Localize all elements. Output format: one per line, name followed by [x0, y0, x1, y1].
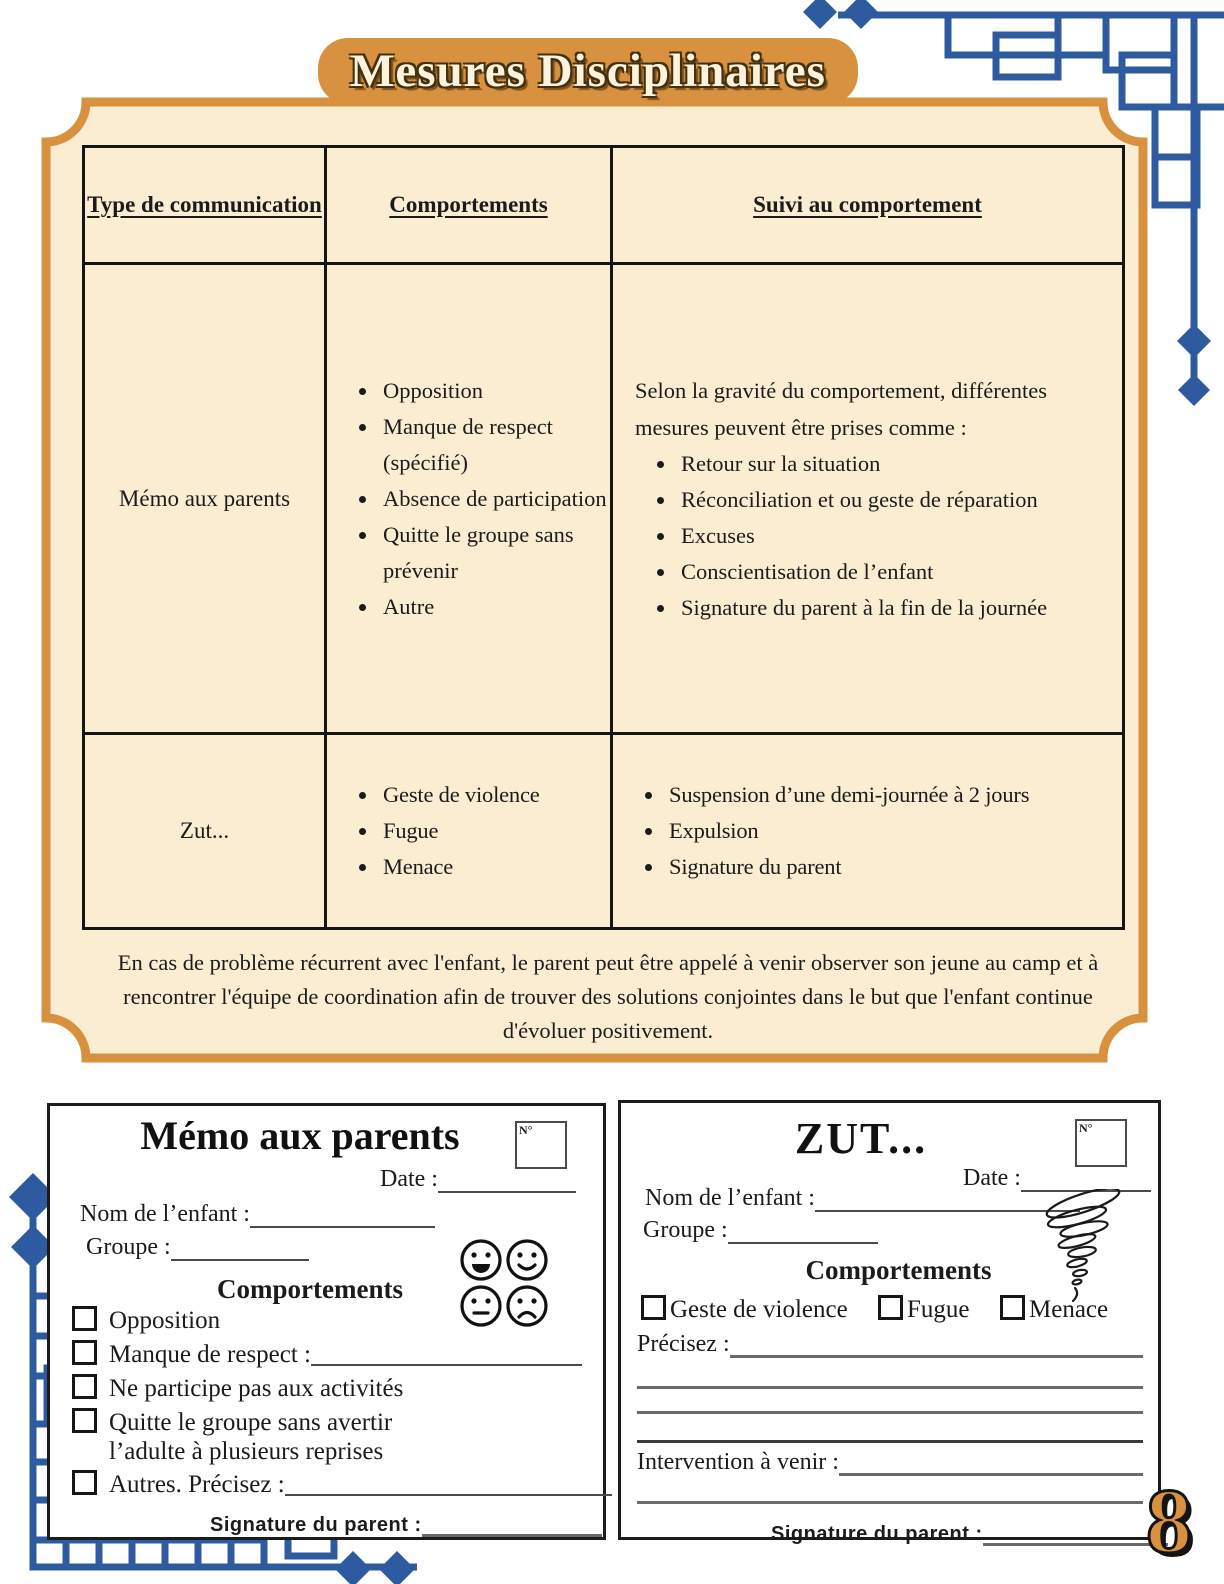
checkbox-row-menace [1000, 1295, 1108, 1324]
child-name-field-line[interactable] [250, 1202, 435, 1228]
signature-row [210, 1510, 602, 1537]
followup-item: • Expulsion [665, 813, 1122, 849]
checkbox-row-opposition [72, 1306, 220, 1335]
checkbox[interactable] [641, 1295, 666, 1320]
tornado-icon [1033, 1189, 1133, 1309]
checkbox-label: Autres. Précisez : [109, 1471, 285, 1498]
precisez-label: Précisez : [637, 1331, 730, 1357]
behavior-item: • Menace [379, 849, 610, 885]
group-field-line[interactable] [728, 1218, 878, 1244]
date-label: Date : [963, 1165, 1021, 1191]
sad-mouth [519, 1313, 535, 1318]
checkbox-row-violence [641, 1295, 848, 1324]
followup-item: • Excuses [677, 518, 1122, 554]
column-header-behaviors: Comportements [327, 148, 613, 265]
followup-item: • Signature du parent [665, 849, 1122, 885]
page-title-banner [318, 38, 858, 104]
checkbox-label: Manque de respect : [109, 1341, 312, 1368]
checkbox[interactable] [72, 1470, 97, 1495]
big-smile-mouth [472, 1264, 490, 1273]
followup-item: • Signature du parent à la fin de la journée [677, 590, 1122, 626]
checkbox-row-other [72, 1470, 612, 1499]
followup-list [613, 446, 1122, 626]
row1-type-cell: Mémo aux parents [85, 265, 327, 735]
checkbox-label: Fugue [907, 1296, 970, 1323]
checkbox-row-respect [72, 1340, 582, 1369]
intervention-row [637, 1449, 1143, 1476]
behavior-item: • Fugue [379, 813, 610, 849]
row2-followup-cell [613, 735, 1122, 927]
precisez-row [637, 1331, 1143, 1358]
number-box[interactable] [1075, 1119, 1127, 1167]
emoji-faces [455, 1234, 555, 1334]
number-label: N° [519, 1123, 533, 1137]
checkbox[interactable] [72, 1306, 97, 1331]
discipline-table [82, 145, 1125, 930]
group-row [86, 1234, 309, 1261]
checkbox[interactable] [1000, 1295, 1025, 1320]
writing-line[interactable] [637, 1411, 1143, 1414]
row1-behaviors-cell [327, 265, 613, 735]
behavior-item: • Manque de respect (spécifié) [379, 409, 610, 481]
zut-form-title: ZUT... [794, 1114, 928, 1163]
followup-intro: Selon la gravité du comportement, différentes mesures peuvent être prises comme : [635, 377, 1047, 440]
checkbox-label: Quitte le groupe sans avertir l’adulte à plusieurs reprises [109, 1409, 393, 1465]
precisez-field-line[interactable] [730, 1331, 1143, 1358]
checkbox[interactable] [72, 1408, 97, 1433]
group-label: Groupe : [86, 1234, 171, 1260]
row1-followup-cell [613, 265, 1122, 735]
checkbox[interactable] [878, 1295, 903, 1320]
other-field-line[interactable] [285, 1470, 612, 1496]
zut-form [618, 1100, 1161, 1545]
checkbox-label: Menace [1029, 1296, 1109, 1323]
number-box[interactable] [515, 1121, 567, 1169]
row2-behaviors-cell [327, 735, 613, 927]
followup-item: • Suspension d’une demi-journée à 2 jours [665, 777, 1122, 813]
child-name-row [80, 1201, 435, 1228]
behaviors-list [327, 777, 610, 885]
page-number: 8 [1146, 1470, 1192, 1572]
column-header-followup: Suivi au comportement [613, 148, 1122, 265]
date-row [380, 1166, 576, 1193]
intervention-field-line[interactable] [839, 1449, 1143, 1476]
checkbox[interactable] [72, 1340, 97, 1365]
behaviors-heading: Comportements [217, 1274, 403, 1304]
checkbox[interactable] [72, 1374, 97, 1399]
signature-field-line[interactable] [422, 1510, 602, 1537]
followup-item: • Retour sur la situation [677, 446, 1122, 482]
behavior-item: • Geste de violence [379, 777, 610, 813]
intervention-label: Intervention à venir : [637, 1449, 839, 1475]
group-label: Groupe : [643, 1217, 728, 1243]
memo-form-title: Mémo aux parents [140, 1113, 460, 1158]
child-name-label: Nom de l’enfant : [80, 1201, 250, 1227]
signature-label: Signature du parent : [210, 1514, 422, 1536]
checkbox-label: Geste de violence [670, 1296, 848, 1323]
smile-mouth [519, 1265, 535, 1269]
signature-label: Signature du parent : [771, 1523, 983, 1545]
child-name-label: Nom de l’enfant : [645, 1185, 815, 1211]
writing-line[interactable] [637, 1386, 1143, 1389]
behavior-item: • Quitte le groupe sans prévenir [379, 517, 610, 589]
signature-field-line[interactable] [983, 1519, 1168, 1546]
child-name-row [645, 1185, 1080, 1212]
respect-field-line[interactable] [311, 1340, 582, 1366]
group-row [643, 1217, 878, 1244]
checkbox-label: Ne participe pas aux activités [109, 1375, 404, 1402]
memo-form [47, 1103, 606, 1540]
signature-row [771, 1519, 1168, 1546]
recurrence-note: En cas de problème récurrent avec l'enfant, le parent peut être appelé à venir observer son jeune au camp et à rencontrer l'équipe de coordination afin de trouver des solutions conjointes dans le but que l'enfant continue d'évoluer positivement. [117, 950, 1099, 1043]
column-header-type: Type de communication [85, 148, 327, 265]
row2-type-cell: Zut... [85, 735, 327, 927]
followup-list [613, 777, 1122, 885]
behavior-item: • Absence de participation [379, 481, 610, 517]
checkbox-row-fugue [878, 1295, 970, 1324]
group-field-line[interactable] [171, 1235, 309, 1261]
behaviors-heading: Comportements [805, 1255, 992, 1285]
number-label: N° [1079, 1121, 1093, 1135]
behaviors-list [327, 373, 610, 625]
followup-item: • Conscientisation de l’enfant [677, 554, 1122, 590]
behavior-item: • Autre [379, 589, 610, 625]
date-field-line[interactable] [438, 1167, 576, 1193]
followup-item: • Réconciliation et ou geste de réparation [677, 482, 1122, 518]
writing-line[interactable] [637, 1501, 1143, 1504]
checkbox-label: Opposition [109, 1307, 221, 1334]
writing-line[interactable] [637, 1440, 1143, 1443]
page-title: Mesures Disciplinaires [350, 45, 826, 97]
checkbox-row-participation [72, 1374, 403, 1403]
date-label: Date : [380, 1166, 438, 1192]
checkbox-row-leaves-group [72, 1408, 439, 1466]
behavior-item: • Opposition [379, 373, 610, 409]
